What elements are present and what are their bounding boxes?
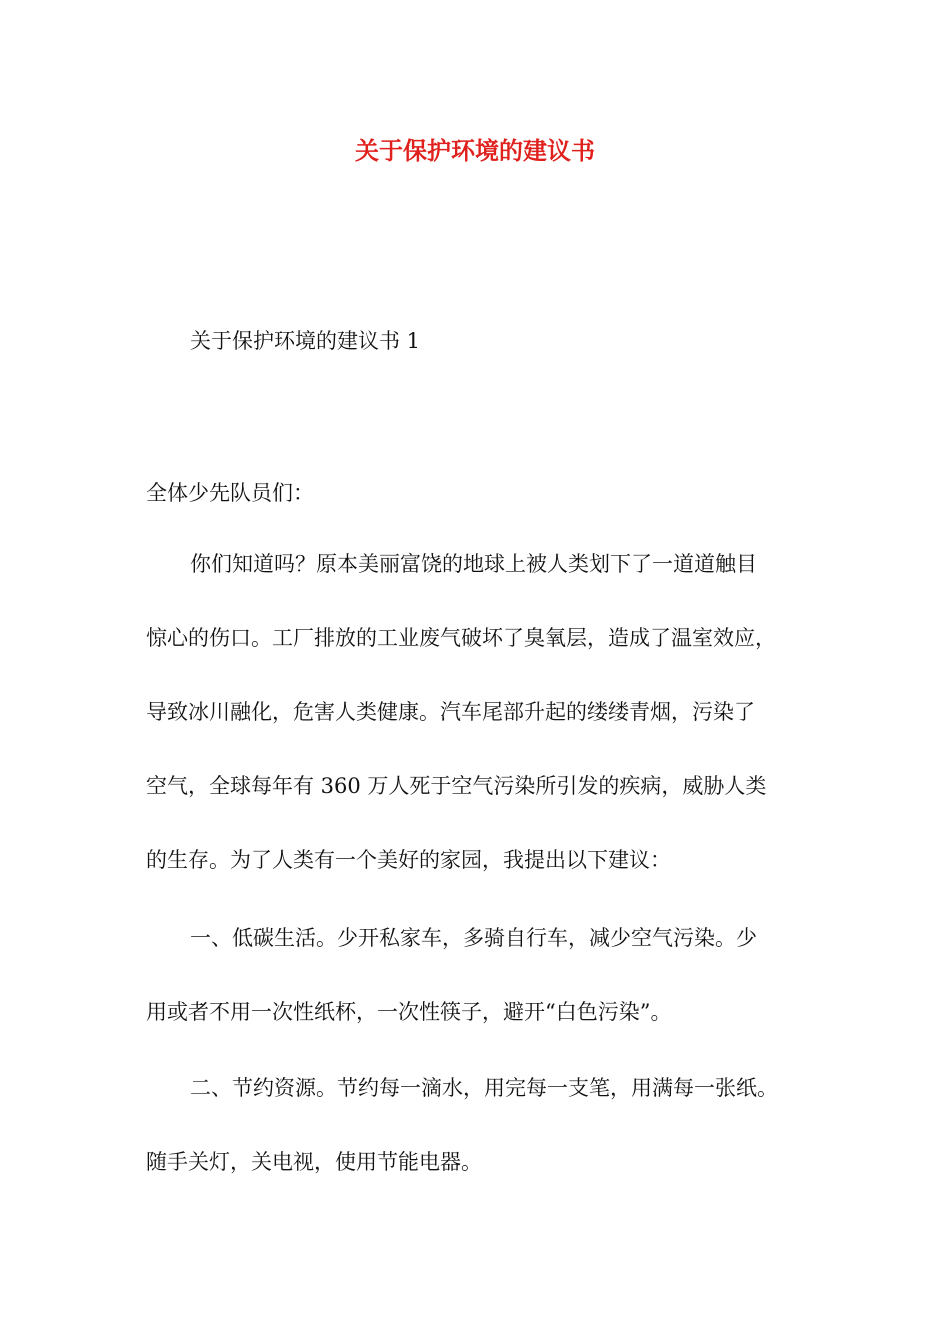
body-line: 惊心的伤口。工厂排放的工业废气破坏了臭氧层，造成了温室效应， xyxy=(146,626,776,650)
body-line: 的生存。为了人类有一个美好的家园，我提出以下建议： xyxy=(146,848,671,872)
salutation: 全体少先队员们： xyxy=(146,481,314,505)
body-line: 用或者不用一次性纸杯，一次性筷子，避开“白色污染”。 xyxy=(146,1000,672,1024)
body-line: 空气，全球每年有 360 万人死于空气污染所引发的疾病，威胁人类 xyxy=(146,774,767,798)
body-line: 随手关灯，关电视，使用节能电器。 xyxy=(146,1150,482,1174)
body-line: 导致冰川融化，危害人类健康。汽车尾部升起的缕缕青烟，污染了 xyxy=(146,700,755,724)
section-heading: 关于保护环境的建议书 1 xyxy=(190,329,421,353)
body-line: 二、节约资源。节约每一滴水，用完每一支笔，用满每一张纸。 xyxy=(190,1076,778,1100)
document-title: 关于保护环境的建议书 xyxy=(355,136,595,165)
body-line: 你们知道吗？原本美丽富饶的地球上被人类划下了一道道触目 xyxy=(190,552,757,576)
body-line: 一、低碳生活。少开私家车，多骑自行车，减少空气污染。少 xyxy=(190,926,757,950)
